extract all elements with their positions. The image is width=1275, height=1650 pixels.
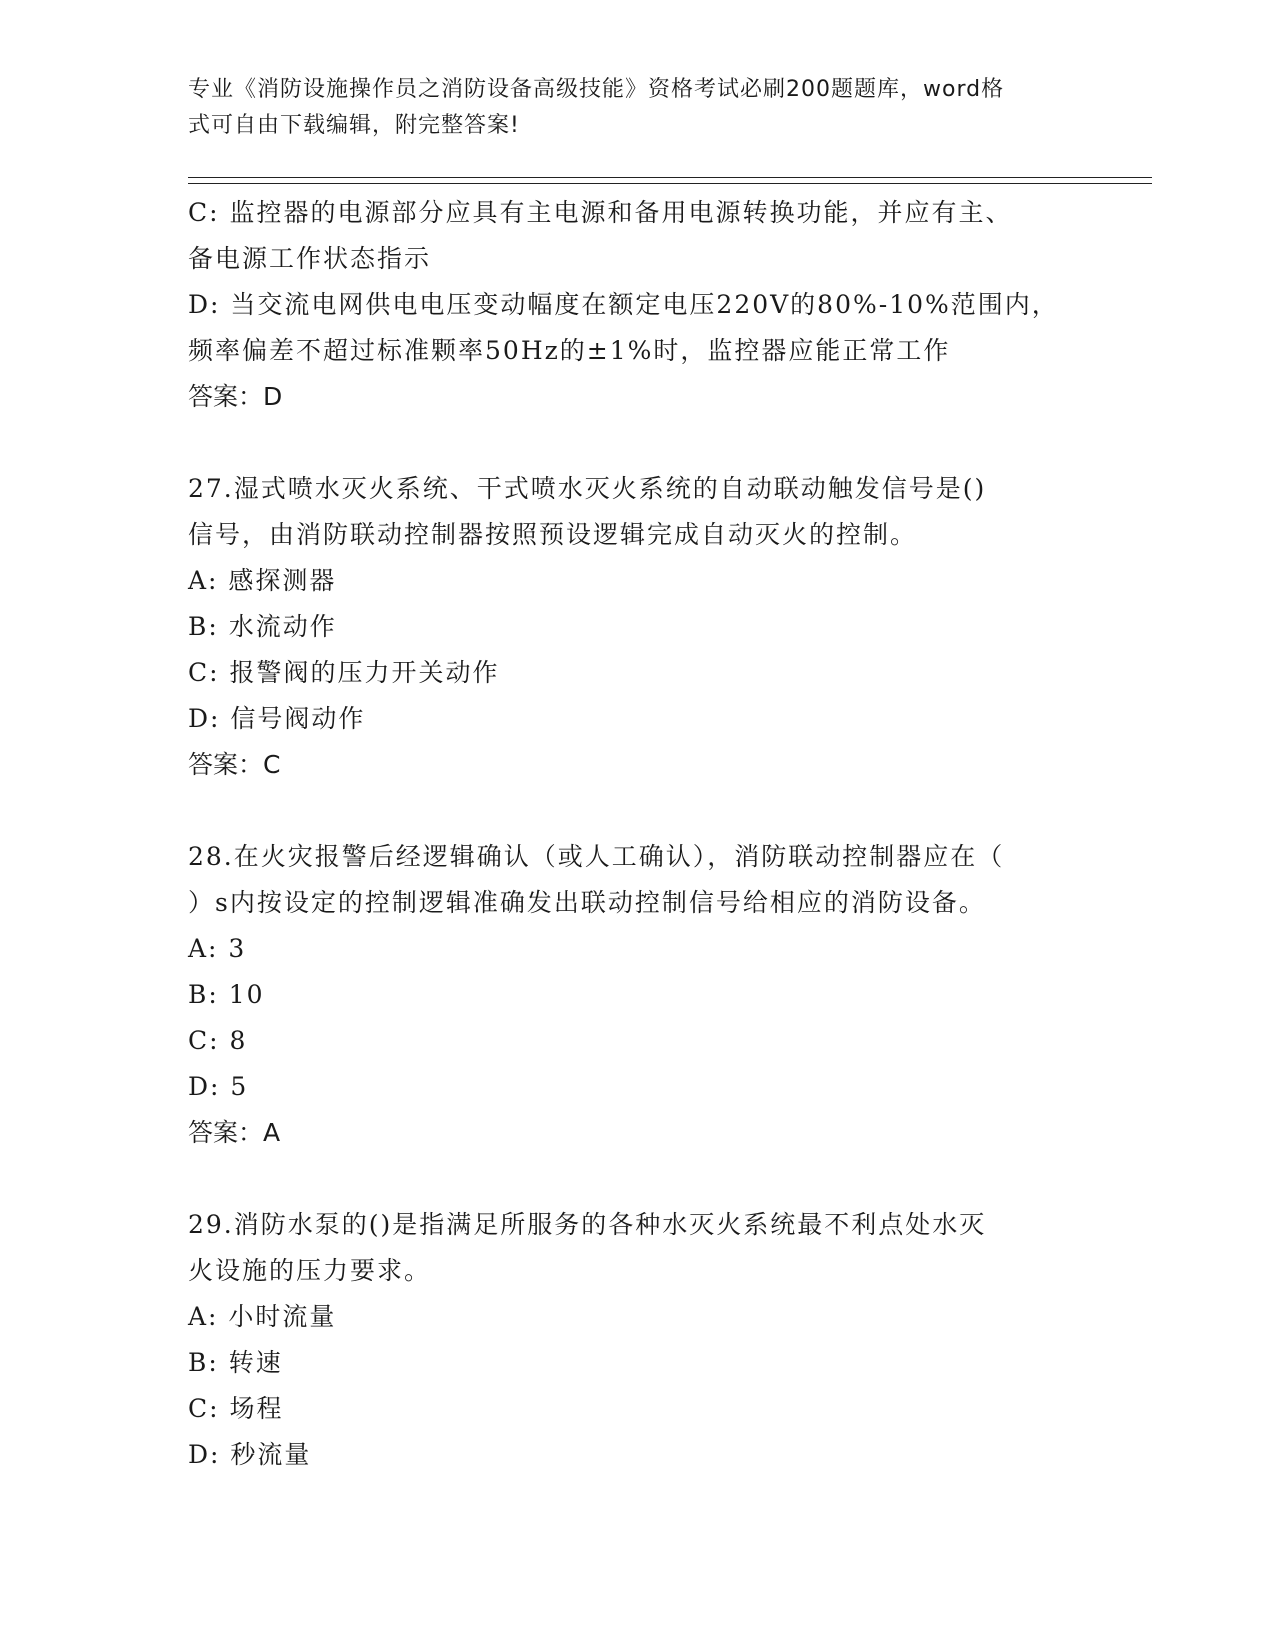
answer: 答案：D [188,382,283,411]
option-c: C: 场程 [188,1394,284,1423]
spacer [188,420,1088,466]
spacer [188,1156,1088,1202]
question-stem-line-2: 信号，由消防联动控制器按照预设逻辑完成自动灭火的控制。 [188,520,918,549]
question-26-tail [188,190,1088,420]
question-stem-line-2: 火设施的压力要求。 [188,1256,432,1285]
question-stem-line-2: ）s内按设定的控制逻辑准确发出联动控制信号给相应的消防设备。 [188,888,986,917]
header-divider-bottom [188,183,1152,184]
option-d: D: 秒流量 [188,1440,312,1469]
option-c: C: 报警阀的压力开关动作 [188,658,500,687]
question-list [188,190,1088,1478]
question-stem-line-1: 28.在火灾报警后经逻辑确认（或人工确认），消防联动控制器应在（ [188,842,1005,871]
spacer [188,788,1088,834]
option-d: D: 信号阀动作 [188,704,366,733]
question-28 [188,834,1088,1156]
option-d-line-2: 频率偏差不超过标准颗率50Hz的±1%时，监控器应能正常工作 [188,336,951,365]
answer: 答案：A [188,1118,281,1147]
document-header [188,72,1068,144]
question-27 [188,466,1088,788]
option-b: B: 转速 [188,1348,283,1377]
option-b: B: 10 [188,980,265,1009]
header-line-2: 式可自由下载编辑，附完整答案! [188,113,520,138]
option-b: B: 水流动作 [188,612,337,641]
header-divider-top [188,177,1152,178]
answer: 答案：C [188,750,281,779]
option-c-line-1: C: 监控器的电源部分应具有主电源和备用电源转换功能，并应有主、 [188,198,1013,227]
option-d-line-1: D: 当交流电网供电电压变动幅度在额定电压220V的80%-10%范围内， [188,290,1059,319]
option-a: A: 3 [188,934,247,963]
question-29 [188,1202,1088,1478]
option-a: A: 小时流量 [188,1302,337,1331]
option-d: D: 5 [188,1072,249,1101]
question-stem-line-1: 29.消防水泵的()是指满足所服务的各种水灭火系统最不利点处水灭 [188,1210,987,1239]
option-c-line-2: 备电源工作状态指示 [188,244,432,273]
question-stem-line-1: 27.湿式喷水灭火系统、干式喷水灭火系统的自动联动触发信号是() [188,474,987,503]
header-line-1: 专业《消防设施操作员之消防设备高级技能》资格考试必刷200题题库，word格 [188,77,1005,102]
option-a: A: 感探测器 [188,566,337,595]
option-c: C: 8 [188,1026,248,1055]
